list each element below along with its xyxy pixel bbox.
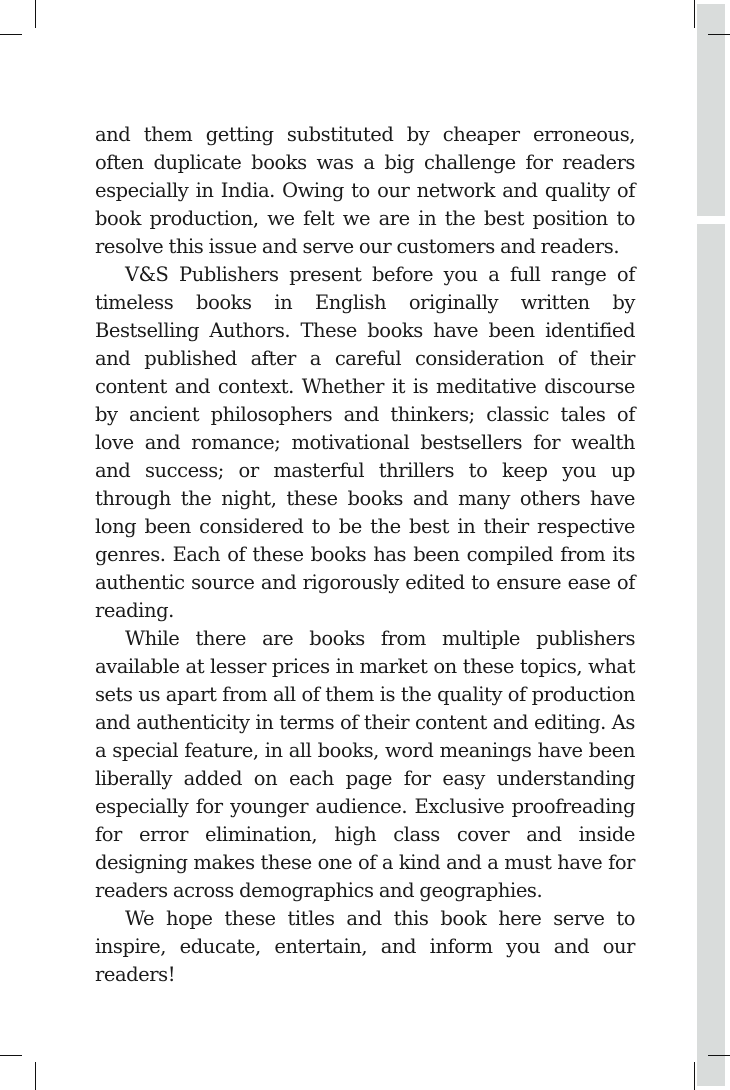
crop-mark-bottom-right-horizontal xyxy=(708,1055,730,1056)
crop-mark-bottom-right-vertical xyxy=(694,1062,695,1090)
paragraph-closing: We hope these titles and this book here serve to inspire, educate, entertain, and inform you and our readers! xyxy=(95,907,635,986)
crop-mark-top-right-horizontal xyxy=(708,34,730,35)
crop-mark-bottom-left-vertical xyxy=(35,1062,36,1090)
crop-mark-top-left-vertical xyxy=(35,0,36,28)
crop-mark-top-right-vertical xyxy=(694,0,695,28)
body-text xyxy=(95,121,635,989)
paragraph-publishers-intro: V&S Publishers present before you a full range of timeless books in English originally written by Bestselling Authors. These books have been identified and published after a careful consideration of their content and context. Whether it is meditative discourse by ancient philosophers and thinkers; classic tales of love and romance; motivational bestsellers for wealth and success; or masterful thrillers to keep you up through the night, these books and many others have long been considered to be the best in their respective genres. Each of these books has been compiled from its authentic source and rigorously edited to ensure ease of reading. xyxy=(95,263,635,622)
crop-mark-bottom-left-horizontal xyxy=(0,1055,22,1056)
page-edge-strip xyxy=(697,4,725,1086)
page-edge-strip-gap xyxy=(697,216,725,224)
paragraph-continuation: and them getting substituted by cheaper erroneous, often duplicate books was a big challenge for readers especially in India. Owing to our network and quality of book production, we felt we are in the best position to resolve this issue and serve our customers and readers. xyxy=(95,123,635,258)
crop-mark-top-left-horizontal xyxy=(0,34,22,35)
paragraph-quality: While there are books from multiple publishers available at lesser prices in market on these topics, what sets us apart from all of them is the quality of production and authenticity in terms of their content and editing. As a special feature, in all books, word meanings have been liberally added on each page for easy understanding especially for younger audience. Exclusive proofreading for error elimination, high class cover and inside designing makes these one of a kind and a must have for readers across demographics and geographies. xyxy=(95,627,635,902)
